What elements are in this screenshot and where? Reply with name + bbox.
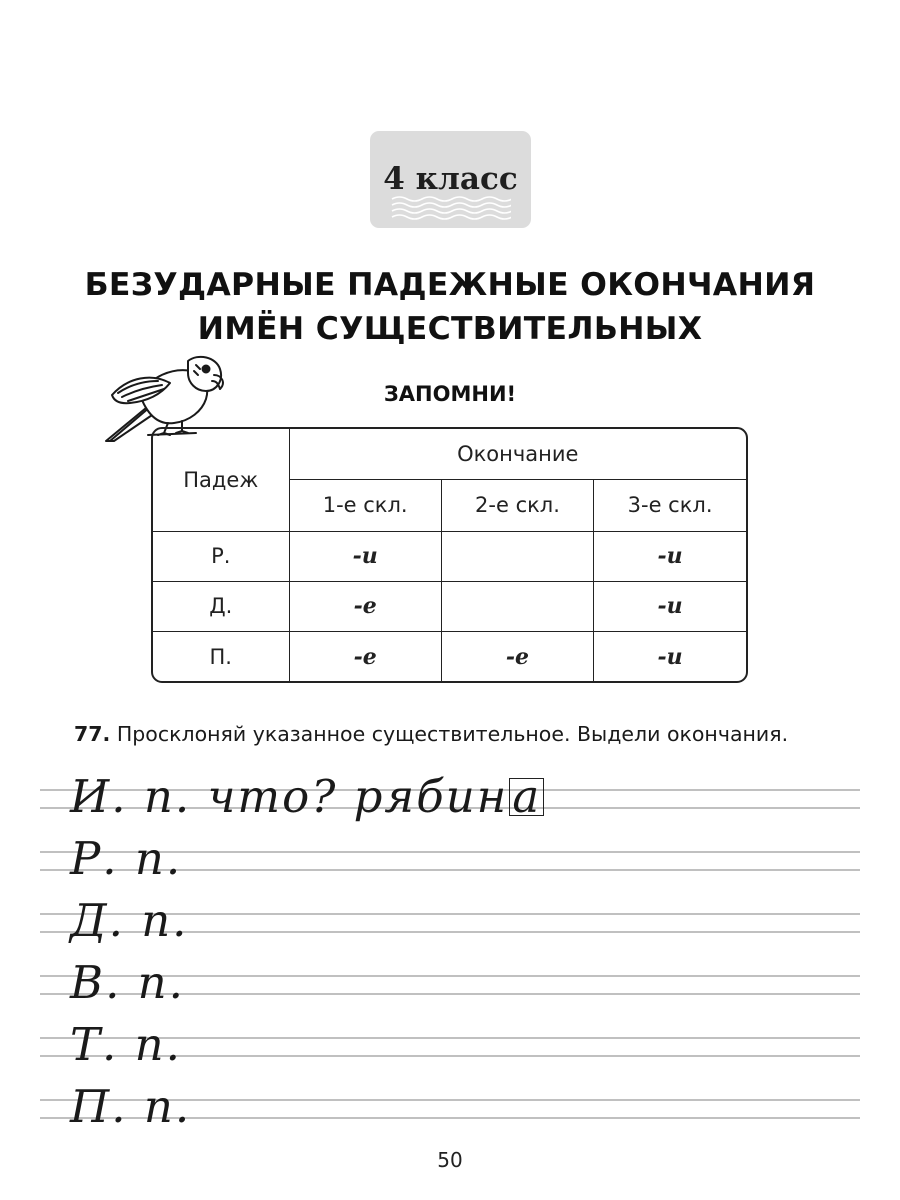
title-line-2: ИМЁН СУЩЕСТВИТЕЛЬНЫХ bbox=[197, 311, 703, 347]
ending-cell: -и bbox=[594, 581, 746, 631]
declension-header: 1-е скл. bbox=[289, 479, 441, 531]
highlighted-ending: а bbox=[509, 778, 544, 816]
ending-cell: -е bbox=[441, 632, 593, 681]
ending-cell: -и bbox=[289, 531, 441, 581]
page-number: 50 bbox=[437, 1148, 463, 1172]
handwriting-text: И. п. что? рябин bbox=[70, 770, 509, 823]
case-cell: Д. bbox=[153, 581, 289, 631]
ending-cell: -е bbox=[289, 632, 441, 681]
ending-header: Окончание bbox=[289, 429, 746, 479]
case-cell: П. bbox=[153, 632, 289, 681]
handwriting-line-1 bbox=[70, 770, 544, 823]
grade-label: 4 класс bbox=[383, 161, 518, 197]
task-text: Просклоняй указанное существительное. Выдели окончания. bbox=[116, 722, 789, 746]
handwriting-line-4: В. п. bbox=[70, 956, 185, 1009]
title-line-1: БЕЗУДАРНЫЕ ПАДЕЖНЫЕ ОКОНЧАНИЯ bbox=[84, 267, 816, 303]
task-number: 77. bbox=[74, 722, 111, 746]
handwriting-line-6: П. п. bbox=[70, 1080, 192, 1133]
handwriting-line-2: Р. п. bbox=[70, 832, 183, 885]
ending-cell: -и bbox=[594, 632, 746, 681]
handwriting-line-3: Д. п. bbox=[70, 894, 189, 947]
declension-header: 3-е скл. bbox=[594, 479, 746, 531]
case-header: Падеж bbox=[153, 429, 289, 531]
declension-header: 2-е скл. bbox=[441, 479, 593, 531]
case-cell: Р. bbox=[153, 531, 289, 581]
ending-cell: -и bbox=[594, 531, 746, 581]
ending-cell: -е bbox=[289, 581, 441, 631]
handwriting-line-5: Т. п. bbox=[70, 1018, 182, 1071]
remember-label: ЗАПОМНИ! bbox=[383, 382, 517, 406]
